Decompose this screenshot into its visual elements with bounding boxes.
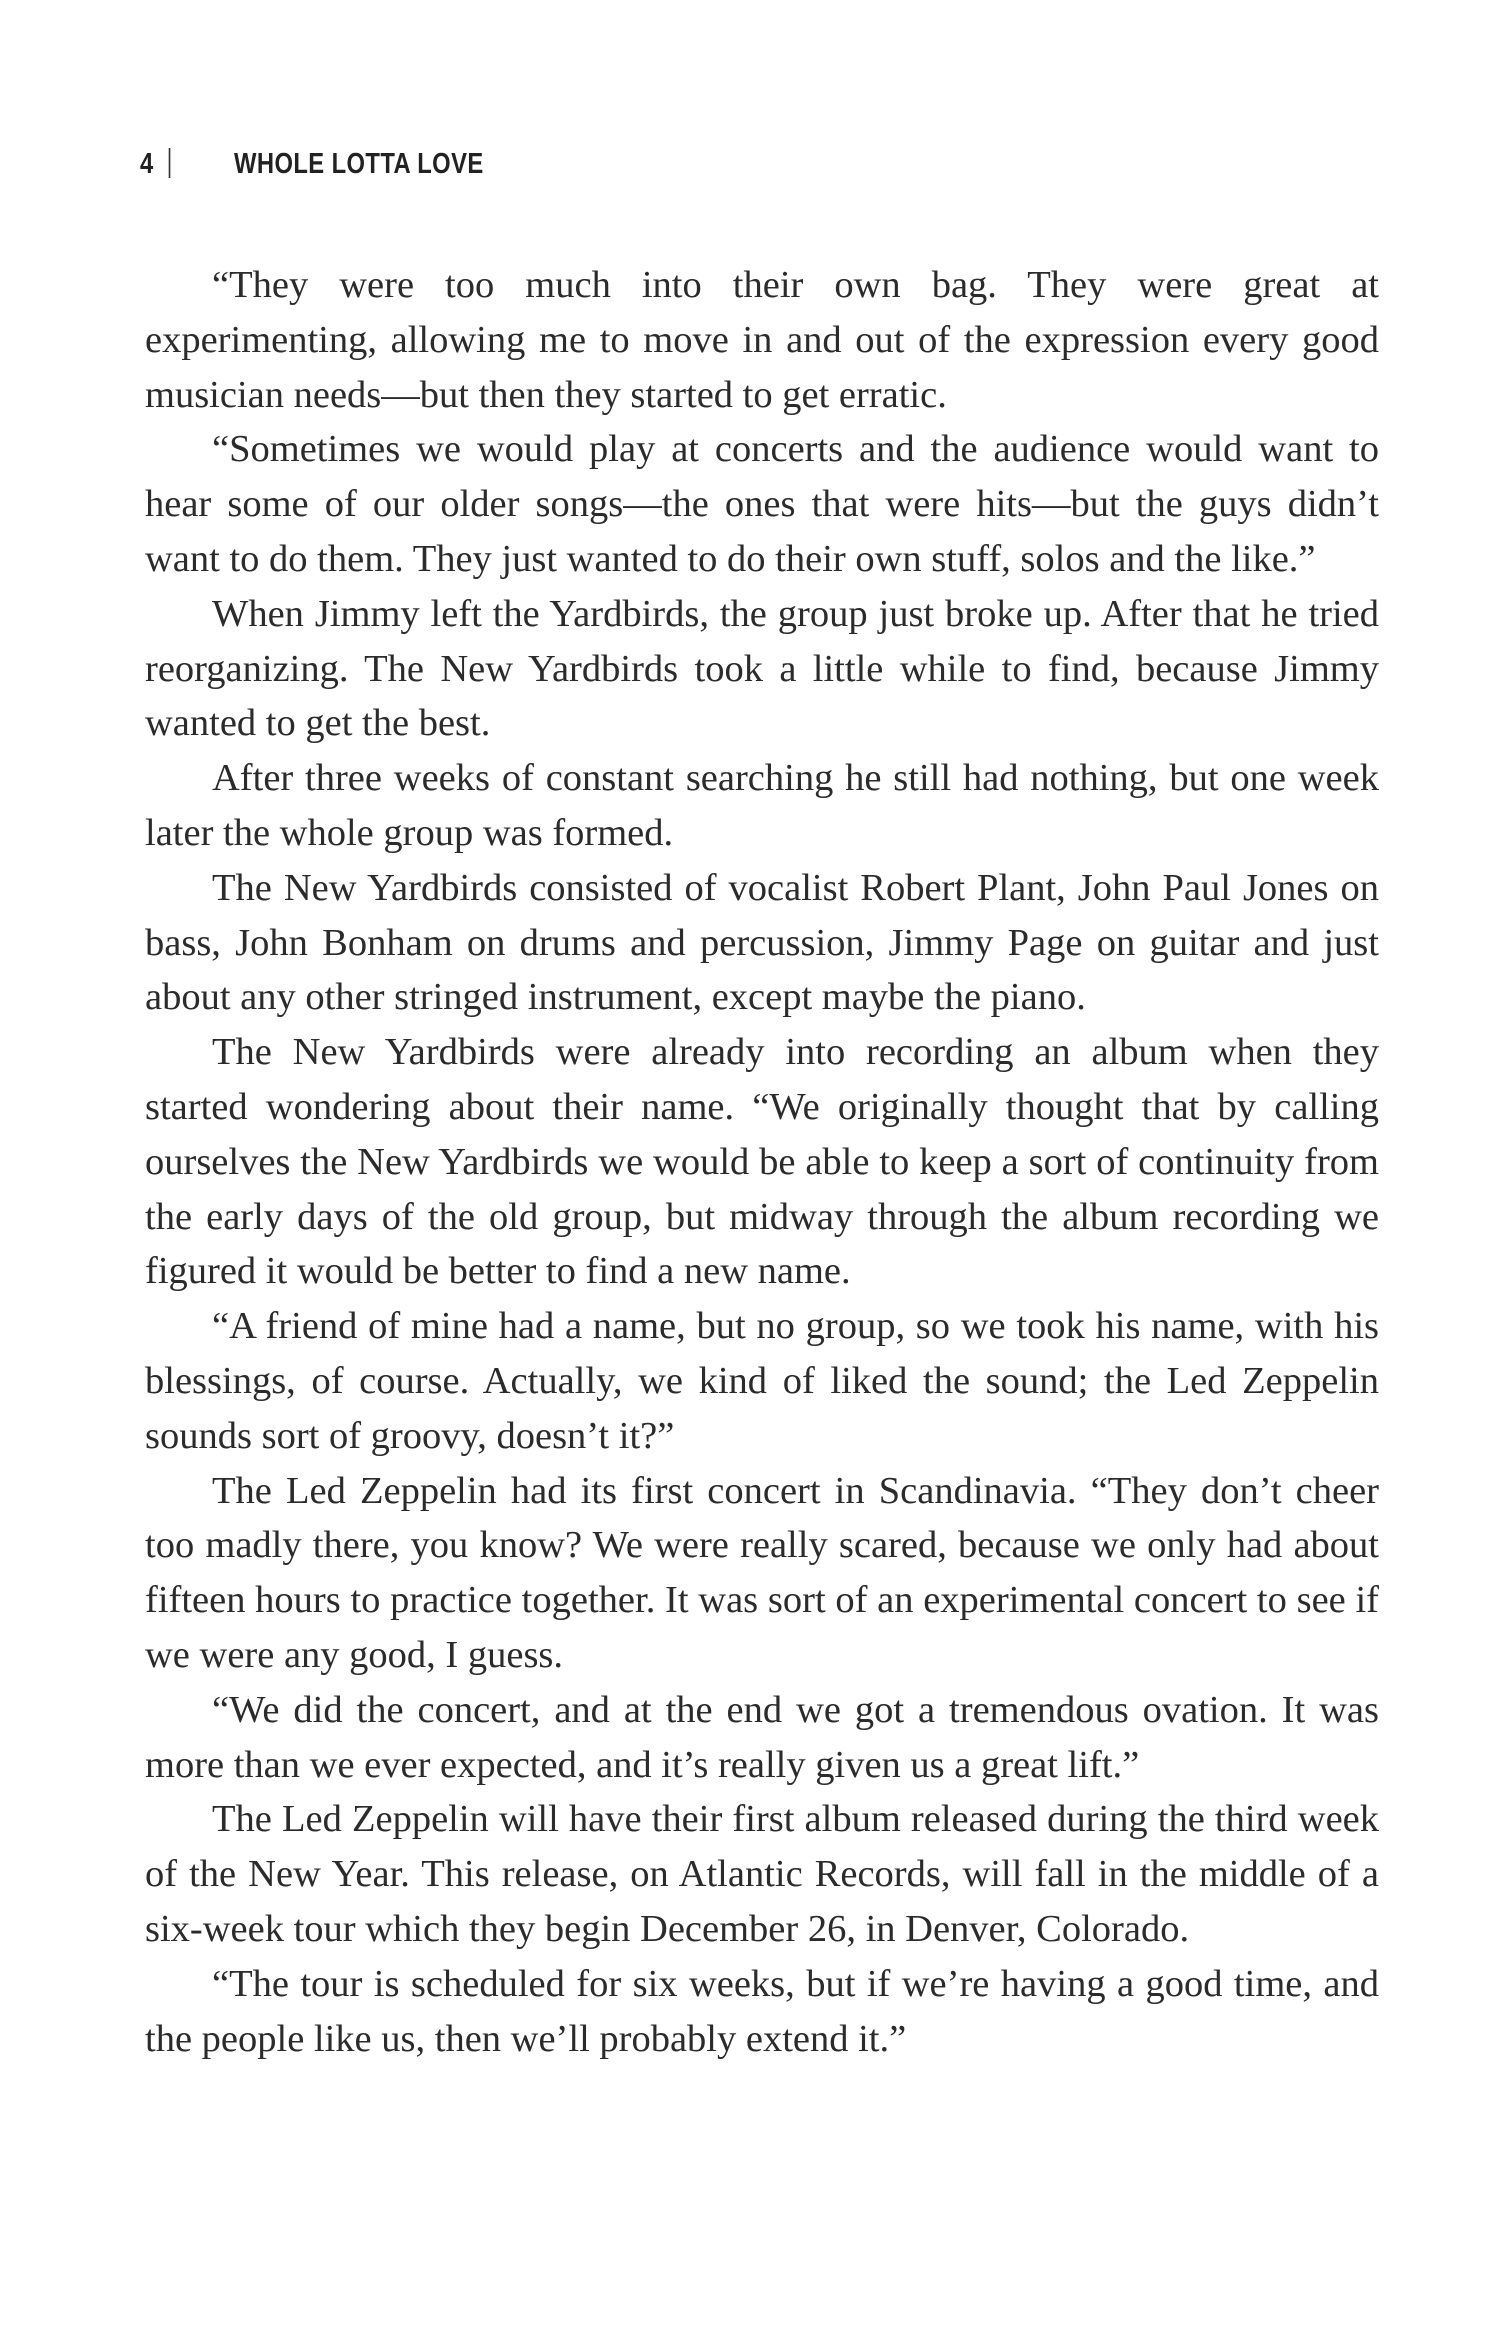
paragraph: The New Yardbirds consisted of vocalist Robert Plant, John Paul Jones on bass, John Bonham on drums and percussion, Jimmy Page on guitar and just about any other stringed instrument, except maybe the piano. — [145, 866, 1379, 1019]
paragraph: “We did the concert, and at the end we got a tremendous ovation. It was more than we ever expected, and it’s really given us a great lift.” — [145, 1688, 1379, 1786]
header-divider — [168, 148, 170, 178]
body-text — [145, 258, 1379, 2066]
paragraph: “A friend of mine had a name, but no group, so we took his name, with his blessings, of course. Actually, we kind of liked the sound; the Led Zeppelin sounds sort of groovy, doesn’t it?” — [145, 1305, 1379, 1457]
paragraph: “The tour is scheduled for six weeks, but if we’re having a good time, and the people like us, then we’ll probably extend it.” — [145, 1962, 1379, 2060]
paragraph: “Sometimes we would play at concerts and the audience would want to hear some of our older songs—the ones that were hits—but the guys didn’t want to do them. They just wanted to do their own stuff, solos and the like.” — [145, 428, 1379, 580]
paragraph: “They were too much into their own bag. They were great at experimenting, allowing me to move in and out of the expression every good musician needs—but then they started to get erratic. — [145, 264, 1379, 416]
paragraph: The Led Zeppelin will have their first album released during the third week of the New Year. This release, on Atlantic Records, will fall in the middle of a six-week tour which they begin December 26, in Denver, Colorado. — [145, 1798, 1379, 1950]
paragraph: The New Yardbirds were already into recording an album when they started wondering about their name. “We originally thought that by calling ourselves the New Yardbirds we would be able to keep a sort of continuity from the early days of the old group, but midway through the album recording we figured it would be better to find a new name. — [145, 1031, 1379, 1293]
paragraph: After three weeks of constant searching he still had nothing, but one week later the whole group was formed. — [145, 757, 1379, 854]
page-number: 4 — [140, 148, 154, 180]
book-title: WHOLE LOTTA LOVE — [234, 148, 484, 180]
paragraph: When Jimmy left the Yardbirds, the group just broke up. After that he tried reorganizing. The New Yardbirds took a little while to find, because Jimmy wanted to get the best. — [145, 592, 1379, 745]
paragraph: The Led Zeppelin had its first concert in Scandinavia. “They don’t cheer too madly there, you know? We were really scared, because we only had about fifteen hours to practice together. It was sort of an experimental concert to see if we were any good, I guess. — [145, 1469, 1379, 1676]
running-head — [140, 148, 484, 181]
